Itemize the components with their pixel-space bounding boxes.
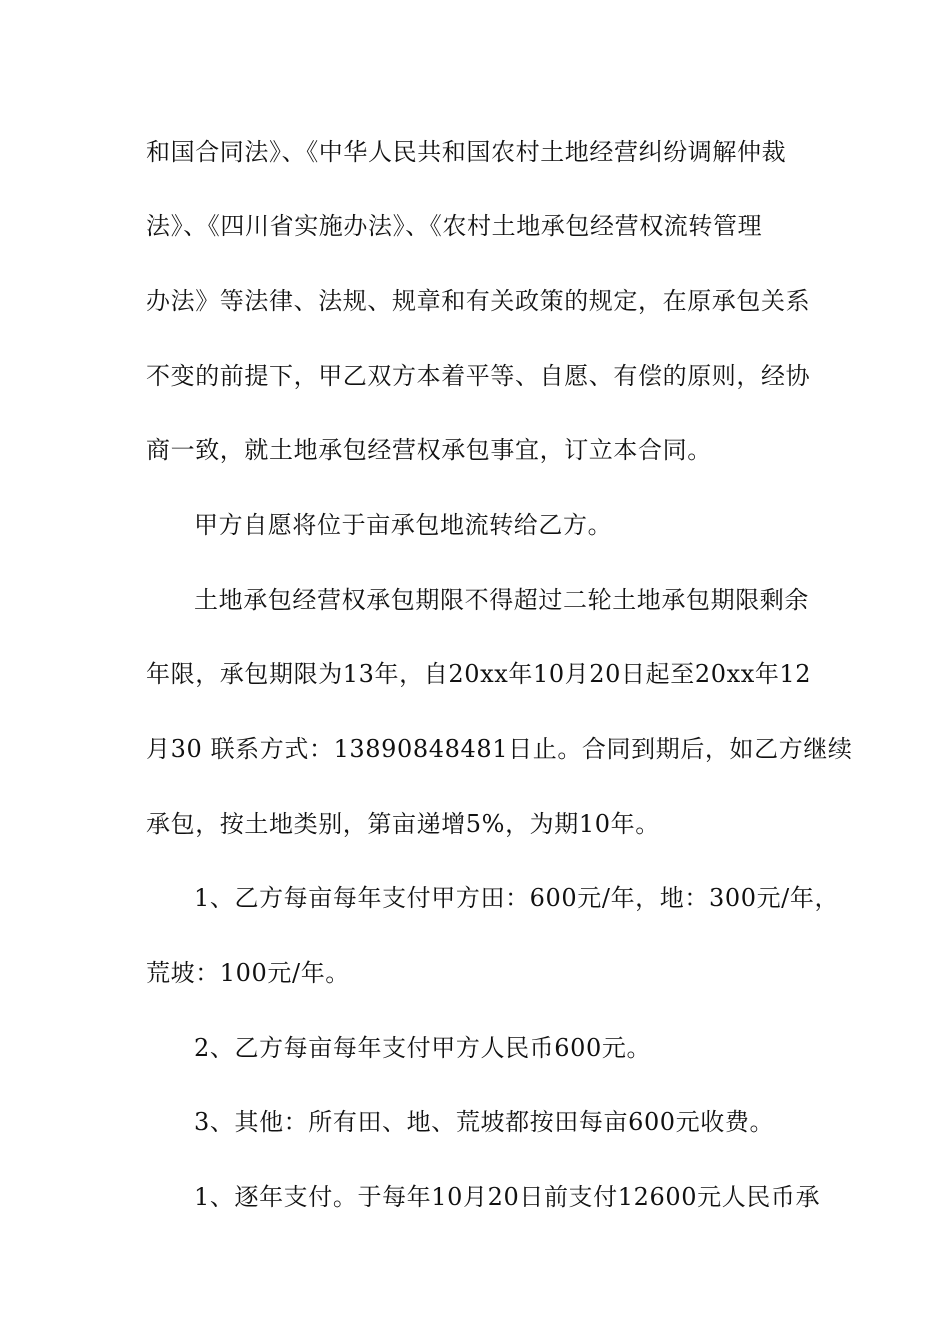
- paragraph-line: 商一致，就土地承包经营权承包事宜，订立本合同。: [146, 436, 712, 464]
- paragraph-line: 办法》等法律、法规、规章和有关政策的规定，在原承包关系: [146, 287, 811, 315]
- paragraph-line: 甲方自愿将位于亩承包地流转给乙方。: [194, 511, 613, 539]
- list-item: 3、其他：所有田、地、荒坡都按田每亩600元收费。: [194, 1108, 775, 1136]
- paragraph-line: 法》、《四川省实施办法》、《农村土地承包经营权流转管理: [146, 212, 763, 240]
- paragraph-line: 年限，承包期限为13年，自20xx年10月20日起至20xx年12: [146, 660, 812, 688]
- paragraph-line: 和国合同法》、《中华人民共和国农村土地经营纠纷调解仲裁: [146, 138, 787, 166]
- paragraph-line: 月30 联系方式：13890848481日止。合同到期后，如乙方继续: [146, 735, 853, 763]
- paragraph-line: 不变的前提下，甲乙双方本着平等、自愿、有偿的原则，经协: [146, 362, 811, 390]
- list-item: 1、逐年支付。于每年10月20日前支付12600元人民币承: [194, 1183, 821, 1211]
- paragraph-line: 承包，按土地类别，第亩递增5%，为期10年。: [146, 810, 660, 838]
- list-item: 1、乙方每亩每年支付甲方田：600元/年，地：300元/年，: [194, 884, 840, 912]
- paragraph-line: 土地承包经营权承包期限不得超过二轮土地承包期限剩余: [194, 586, 809, 614]
- list-item: 2、乙方每亩每年支付甲方人民币600元。: [194, 1034, 652, 1062]
- paragraph-line: 荒坡：100元/年。: [146, 959, 350, 987]
